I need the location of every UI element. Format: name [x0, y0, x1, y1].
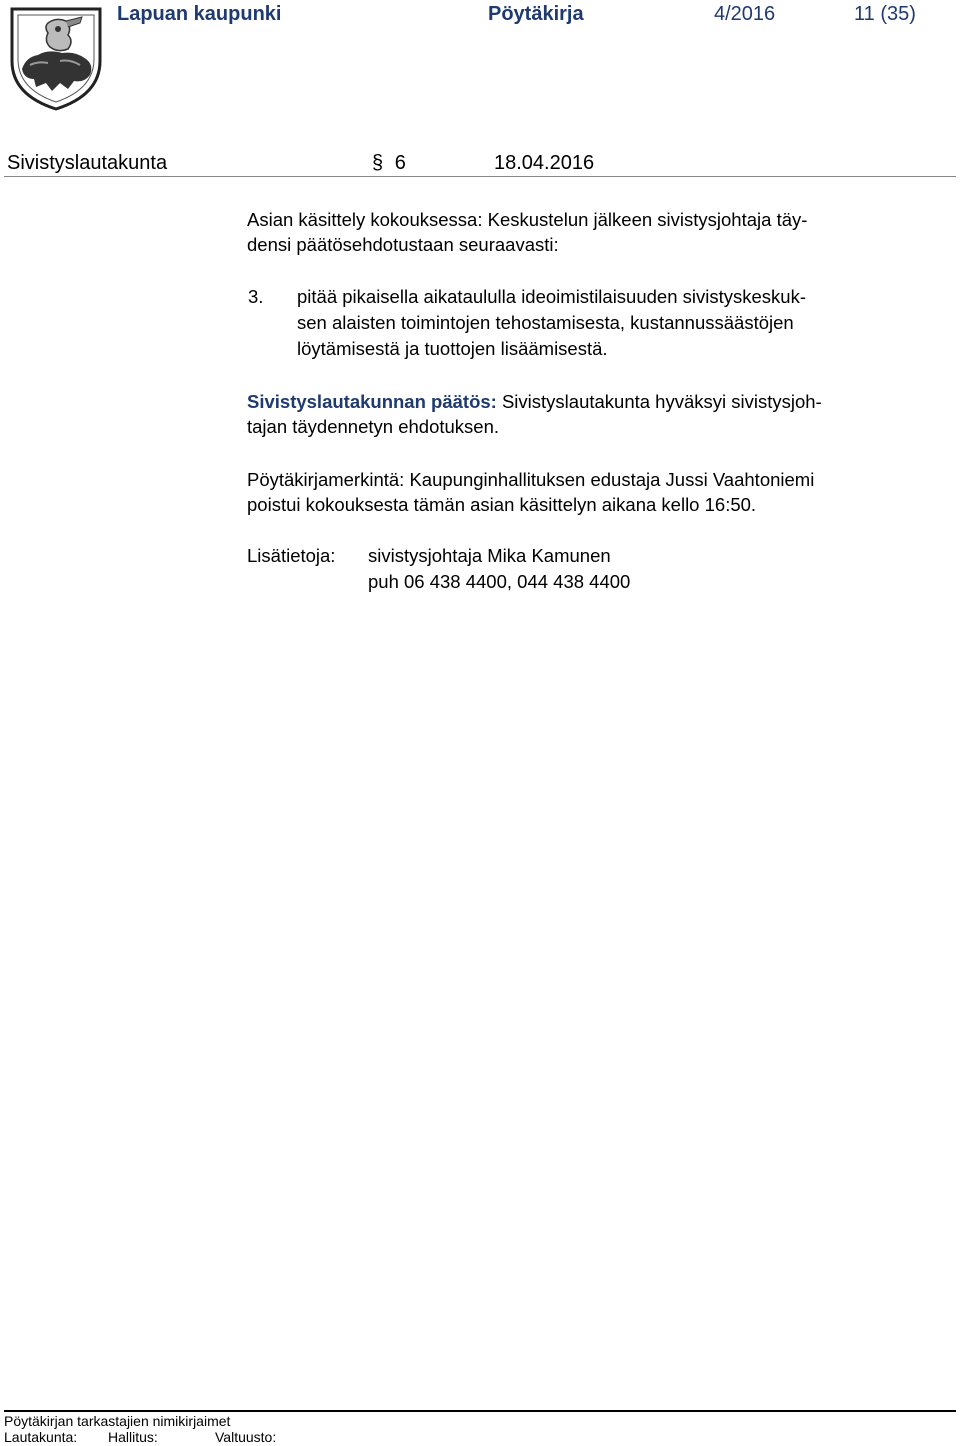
- decision-line-2: tajan täydennetyn ehdotuksen.: [247, 416, 499, 437]
- item-line-3: löytämisestä ja tuottojen lisäämisestä.: [297, 338, 608, 359]
- minutes-note-line-1: Pöytäkirjamerkintä: Kaupunginhallituksen edustaja Jussi Vaahtoniemi: [247, 469, 815, 490]
- item-number: 3.: [248, 286, 264, 307]
- info-line-1: sivistysjohtaja Mika Kamunen: [368, 545, 611, 566]
- footer-government-label: Hallitus:: [108, 1429, 158, 1445]
- item-line-2: sen alaisten toimintojen tehostamisesta, kustannussäästöjen: [297, 312, 794, 333]
- section-symbol: §: [372, 152, 384, 174]
- footer-title: Pöytäkirjan tarkastajien nimikirjaimet: [4, 1413, 231, 1429]
- item-line-1: pitää pikaisella aikataululla ideoimistilaisuuden sivistyskeskuk-: [297, 286, 806, 307]
- coat-of-arms-icon: [8, 3, 104, 113]
- document-type: Pöytäkirja: [488, 3, 584, 25]
- footer-board-label: Lautakunta:: [4, 1429, 78, 1445]
- page-number: 11 (35): [854, 3, 916, 25]
- section-number: 6: [394, 152, 406, 174]
- organization-name: Lapuan kaupunki: [117, 3, 282, 25]
- handling-line-2: densi päätösehdotustaan seuraavasti:: [247, 234, 559, 255]
- meeting-date: 18.04.2016: [494, 152, 595, 174]
- decision-text: Sivistyslautakunta hyväksyi sivistysjoh-: [501, 391, 822, 412]
- footer-divider: [4, 1410, 956, 1412]
- section-ref: [372, 150, 406, 176]
- handling-line-1: Asian käsittely kokouksessa: Keskustelun jälkeen sivistysjohtaja täy-: [247, 209, 808, 230]
- info-label: Lisätietoja:: [247, 545, 336, 566]
- meeting-body: Sivistyslautakunta: [7, 152, 168, 174]
- header-divider: [4, 176, 956, 177]
- decision-line-1: [247, 389, 822, 415]
- minutes-note-line-2: poistui kokouksesta tämän asian käsittelyn aikana kello 16:50.: [247, 494, 757, 515]
- footer-council-label: Valtuusto:: [215, 1429, 277, 1445]
- document-number: 4/2016: [714, 3, 776, 25]
- info-line-2: puh 06 438 4400, 044 438 4400: [368, 571, 631, 592]
- decision-label: Sivistyslautakunnan päätös:: [247, 391, 497, 412]
